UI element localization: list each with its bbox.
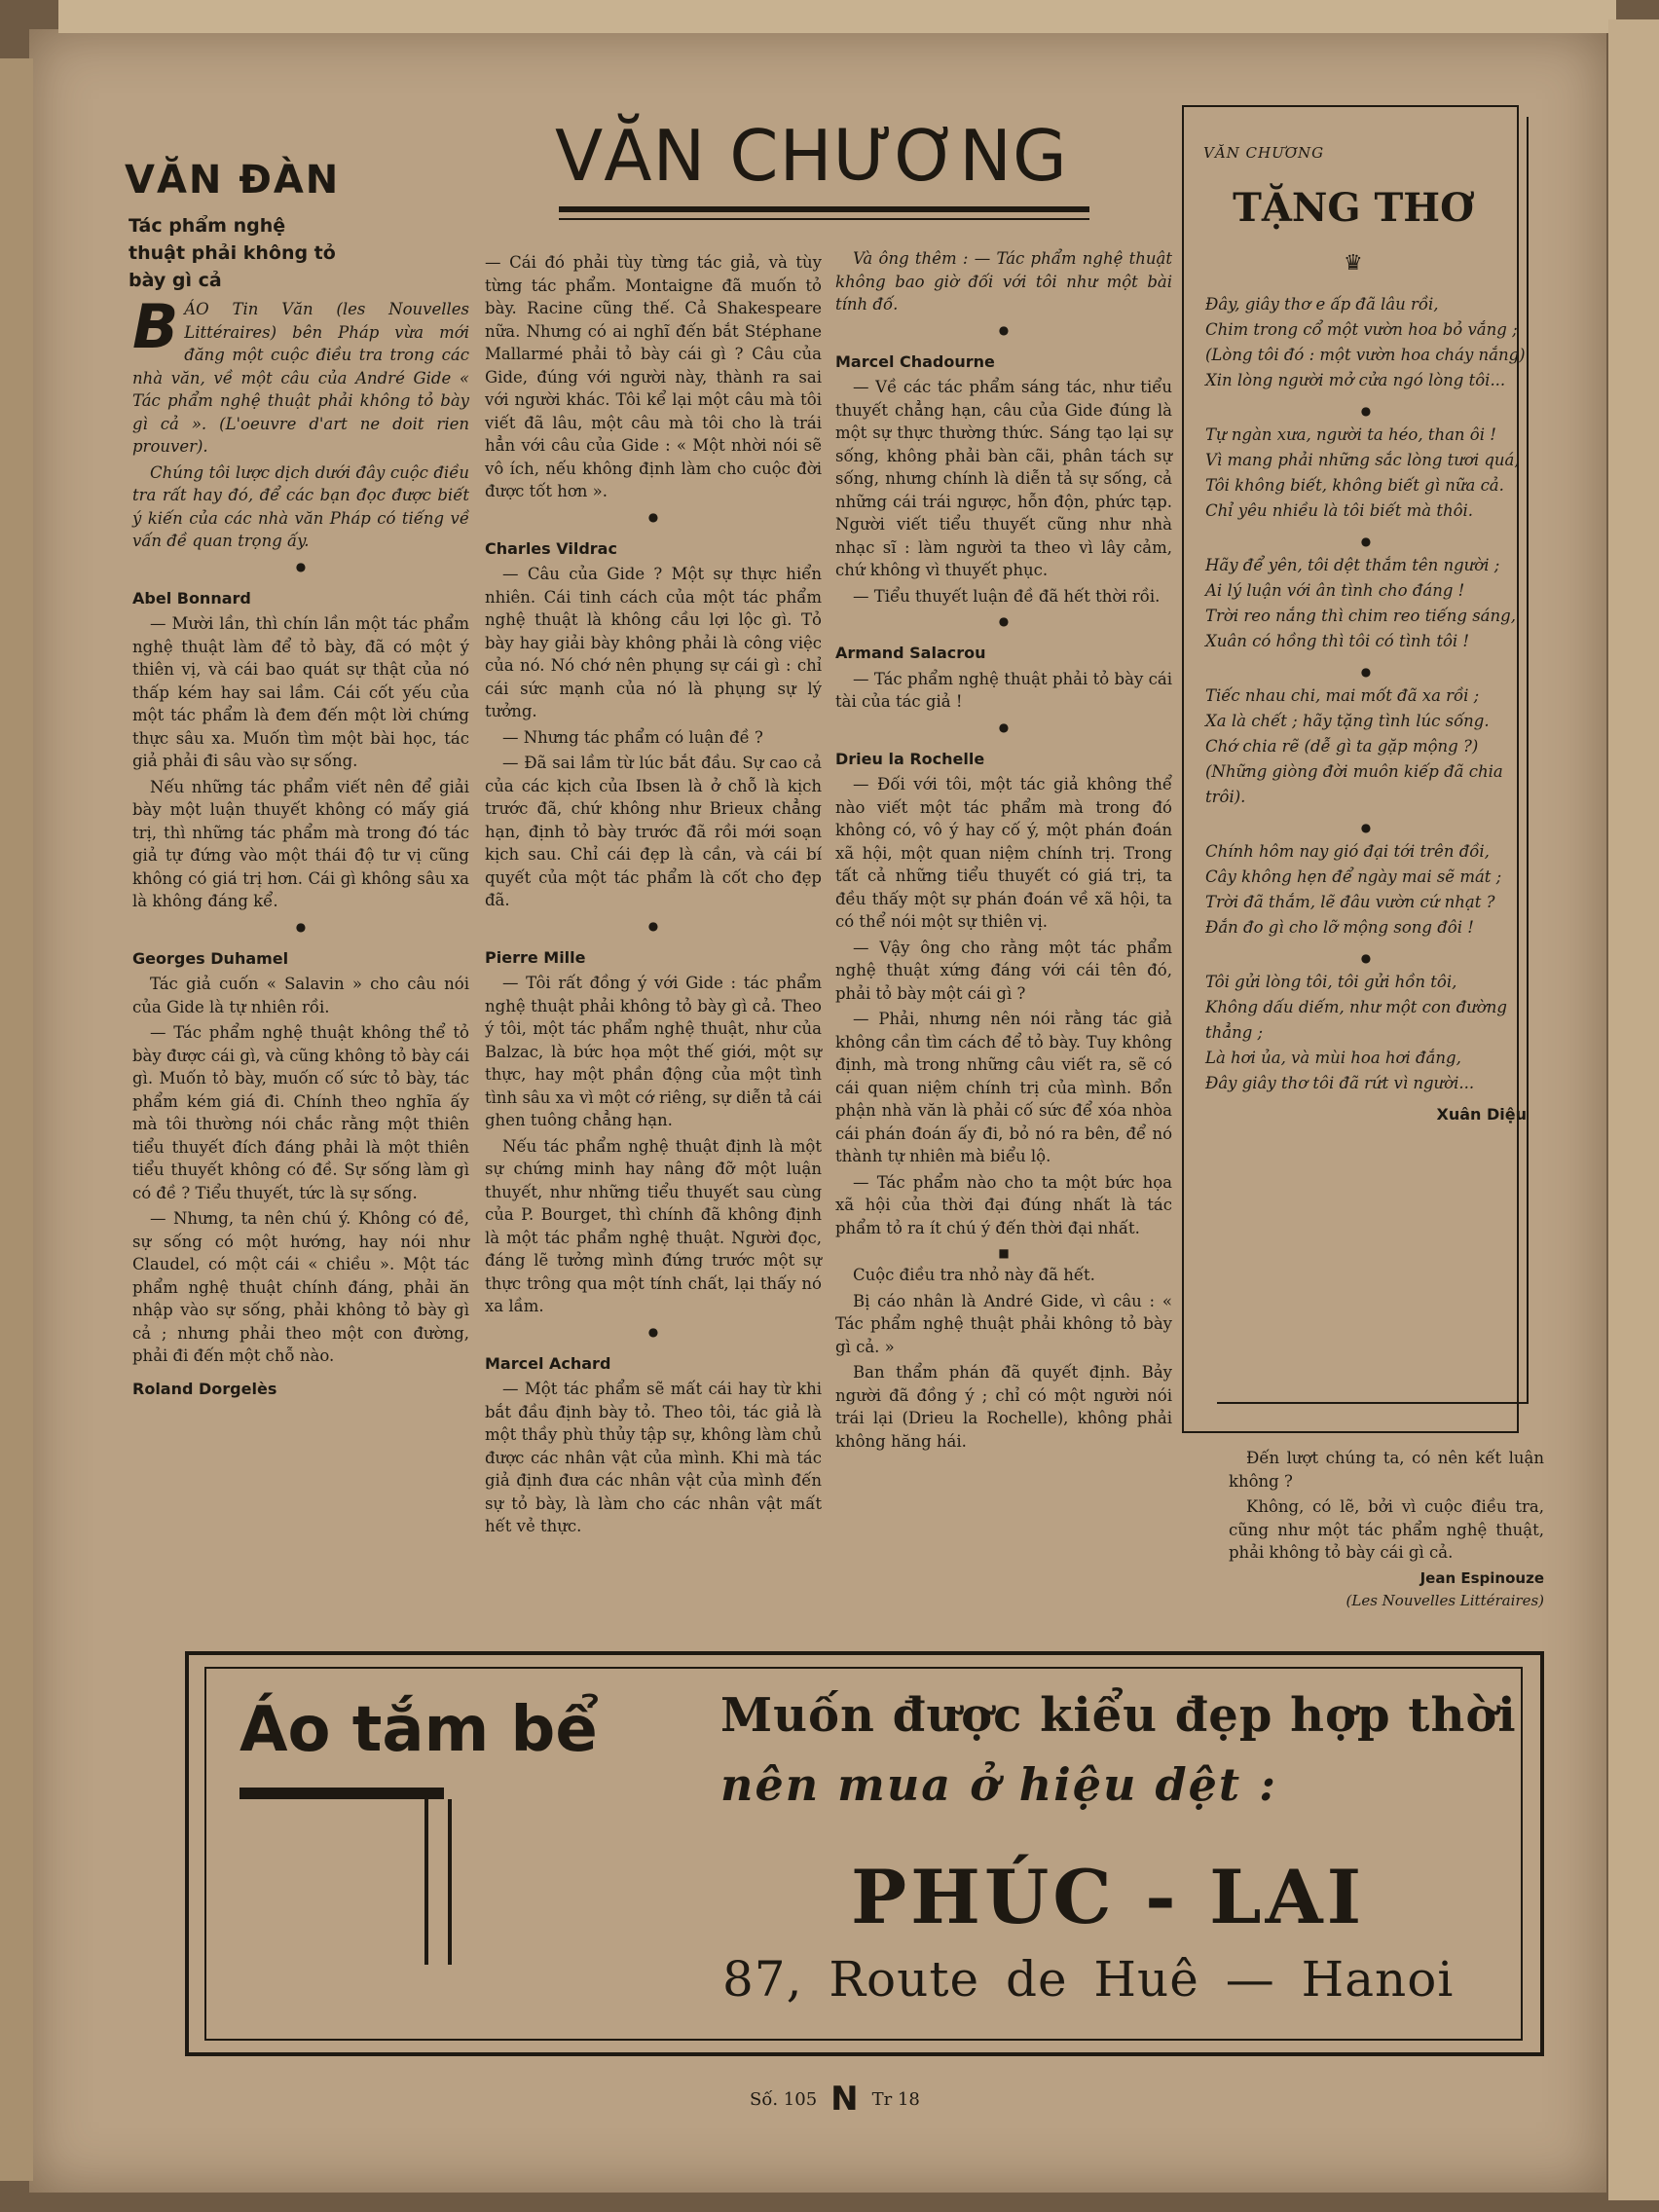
author-name: Drieu la Rochelle (835, 749, 985, 768)
separator-dot: ● (647, 918, 659, 933)
ad-address: 87, Route de Huê — Hanoi (722, 1951, 1455, 2008)
article-paragraph: — Phải, nhưng nên nói rằng tác giả không cần tìm cách để tỏ bày. Tuy không định, mà trong những câu viết ra, sẽ có cái quan niệm chính trị của mình. Bổn phận nhà văn là phải cố sức để xóa nhòa cái phán đoán ấy đi, bỏ nó ra bên, để nó thành tự nhiên mà biểu lộ. (835, 1010, 1172, 1165)
poem-line: Không dấu diếm, như một con đường thẳng ; (1205, 998, 1507, 1042)
article-paragraph: Nếu tác phẩm nghệ thuật định là một sự chứng minh hay nâng đỡ một luận thuyết, như những tiểu thuyết sau cùng của P. Bourget, thì chính đã không định là một tác phẩm nghệ thuật. Người đọc, đáng lẽ tưởng mình đứng trước một sự thực trông qua một tính chất, lại thấy nó xa lầm. (485, 1136, 822, 1315)
source-credit: (Les Nouvelles Littéraires) (1346, 1592, 1544, 1609)
author-name: Pierre Mille (485, 947, 586, 967)
issue-number: Số. 105 (750, 2088, 818, 2110)
poem-line: (Lòng tôi đó : một vườn hoa cháy nắng) (1205, 346, 1526, 364)
separator-dot: ● (998, 614, 1010, 628)
poem-stanza (1205, 839, 1527, 940)
separator-square: ■ (998, 1246, 1010, 1260)
page-edge-left (0, 58, 33, 2181)
drop-cap: B (132, 291, 179, 362)
article-paragraph: — Câu của Gide ? Một sự thực hiển nhiên. Cái tinh cách của một tác phẩm nghệ thuật là không cầu lợi lộc gì. Tỏ bày hay giải bày không phải là công việc của nó. Nó chớ nên phụng sự cái gì : chỉ cái sức mạnh của nó là phụng sự lý tưởng. (485, 565, 822, 720)
article-paragraph: — Về các tác phẩm sáng tác, như tiểu thuyết chẳng hạn, câu của Gide đúng là một sự thực thường thức. Sáng tạo lại sự sống, không phải bàn cãi, phân tách sự sống, nhưng chính là diễn tả sự sống, cả những cái trái ngược, hỗn độn, phức tạp. Người viết tiểu thuyết cũng như nhà nhạc sĩ : làm người ta theo vì lây cảm, chứ không vì thuyết phục. (835, 378, 1172, 579)
ad-tagline: Muốn được kiểu đẹp hợp thời (720, 1688, 1517, 1743)
title-underline-thin (559, 218, 1089, 220)
poem-line: Vì mang phải những sắc lòng tươi quá, (1205, 451, 1520, 469)
separator-dot: ● (295, 559, 307, 573)
article-paragraph: — Tác phẩm nào cho ta một bức họa xã hội của thời đại đúng nhất là tác phẩm tỏ ra ít chú ý đến thời đại nhất. (835, 1172, 1172, 1237)
closing-paragraph: Cuộc điều tra nhỏ này đã hết. (853, 1266, 1095, 1284)
author-name: Charles Vildrac (485, 538, 617, 558)
poem-stanza (1205, 423, 1527, 524)
poem-line: Trời đã thắm, lẽ đâu vườn cứ nhạt ? (1205, 893, 1495, 911)
title-underline (559, 206, 1089, 212)
separator-dot: ● (1360, 821, 1372, 834)
poem-line: Chim trong cổ một vườn hoa bỏ vắng ; (1205, 320, 1518, 339)
author-name: Roland Dorgelès (132, 1379, 277, 1398)
column-2 (485, 251, 822, 1541)
section-title: VĂN ĐÀN (125, 158, 341, 203)
separator-dot: ● (295, 919, 307, 934)
page-edge-right (1608, 19, 1659, 2200)
poet-name: Xuân Diệu (1436, 1105, 1527, 1124)
article-paragraph: — Tiểu thuyết luận đề đã hết thời rồi. (853, 586, 1161, 606)
poem-line: Tôi không biết, không biết gì nữa cả. (1205, 476, 1504, 495)
page-footer (750, 2080, 920, 2119)
poem-line: Đây giây thơ tôi đã rứt vì người... (1205, 1074, 1475, 1092)
poem-line: Đây, giây thơ e ấp đã lâu rồi, (1205, 295, 1439, 313)
column-3 (835, 247, 1172, 1456)
article-paragraph: — Một tác phẩm sẽ mất cái hay từ khi bắt đầu định bày tỏ. Theo tôi, tác giả là một thầy phù thủy tập sự, không làm chủ được các nhân vật của mình. Khi mà tác giả định đưa các nhân vật của mình đến sự tỏ bày, là làm cho các nhân vật mất hết vẻ thực. (485, 1380, 822, 1535)
poem-title: TẶNG THƠ (1233, 185, 1474, 231)
ad-t-stem-graphic (424, 1799, 452, 1965)
separator-dot: ● (1360, 404, 1372, 418)
separator-dot: ● (647, 509, 659, 524)
publication-logo: N (830, 2080, 859, 2119)
conclusion-paragraph: Đến lượt chúng ta, có nên kết luận không ? (1229, 1449, 1544, 1491)
poem-line: Tôi gửi lòng tôi, tôi gửi hồn tôi, (1205, 973, 1457, 991)
author-name: Abel Bonnard (132, 588, 251, 608)
separator-dot: ● (998, 322, 1010, 337)
poem-section-kicker: VĂN CHƯƠNG (1203, 144, 1325, 162)
ad-shop-name: PHÚC - LAI (851, 1854, 1366, 1940)
poem-line: Trời reo nắng thì chim reo tiếng sáng, (1205, 607, 1516, 625)
article-subtitle: Tác phẩm nghệ thuật phải không tỏ bày gì cả (129, 215, 336, 291)
poem-line: Đắn đo gì cho lỡ mộng song đôi ! (1205, 918, 1474, 937)
poem-line: Là hơi ủa, và mùi hoa hơi đắng, (1205, 1049, 1461, 1067)
article-paragraph: — Cái đó phải tùy từng tác giả, và tùy từng tác phẩm. Montaigne đã muốn tỏ bày. Racine cũng thế. Cả Shakespeare nữa. Nhưng có ai nghĩ đến bắt Stéphane Mallarmé phải tỏ bày cái gì ? Câu của Gide, đúng với người này, thành ra sai với người khác. Tôi kể lại một câu mà tôi viết đã lâu, một câu mà tôi cho là trái hẳn với câu của Gide : « Một nhời nói sẽ vô ích, nếu không định làm cho cuộc đời được tốt hơn ». (485, 253, 822, 500)
separator-dot: ● (1360, 951, 1372, 965)
poem-line: Ai lý luận với ân tình cho đáng ! (1205, 581, 1465, 600)
article-paragraph: — Đối với tôi, một tác giả không thể nào viết một tác phẩm mà trong đó không có, vô ý hay cố ý, một phán đoán xã hội, một quan niệm chính trị. Trong tất cả những tiểu thuyết có giá trị, ta đều thấy một sự phán đoán về xã hội, ta có thể nói một sự thiên vị. (835, 775, 1172, 931)
article-paragraph: — Tác phẩm nghệ thuật phải tỏ bày cái tài của tác giả ! (835, 669, 1172, 711)
article-paragraph: Nếu những tác phẩm viết nên để giải bày một luận thuyết không có mấy giá trị, thì những tác phẩm mà trong đó tác giả tự đứng vào một thái độ tư vị cũng không có giá trị hơn. Cái gì không sâu xa là không đáng kể. (132, 777, 469, 910)
separator-dot: ● (1360, 535, 1372, 548)
article-paragraph: — Vậy ông cho rằng một tác phẩm nghệ thuật xứng đáng với cái tên đó, phải tỏ bày một cái gì ? (835, 938, 1172, 1003)
poem-line: Xa là chết ; hãy tặng tình lúc sống. (1205, 712, 1490, 730)
intro-paragraph-2: Chúng tôi lược dịch dưới đây cuộc điều tra rất hay đó, để các bạn đọc được biết ý kiến của các nhà văn Pháp có tiếng về vấn đề quan trọng ấy. (132, 462, 469, 550)
article-paragraph: Và ông thêm : — Tác phẩm nghệ thuật không bao giờ đối với tôi như một bài tính đố. (835, 249, 1172, 313)
conclusion (1229, 1447, 1544, 1613)
article-paragraph: — Nhưng, ta nên chú ý. Không có đề, sự sống có một hướng, hay nói như Claudel, có một cái « chiều ». Một tác phẩm nghệ thuật chính đáng, phải ăn nhập vào sự sống, phải không tỏ bày gì cả ; nhưng phải theo một con đường, phải đi đến một chỗ nào. (132, 1209, 469, 1365)
article-paragraph: — Tôi rất đồng ý với Gide : tác phẩm nghệ thuật phải không tỏ bày gì cả. Theo ý tôi, một tác phẩm nghệ thuật, như của Balzac, là bức họa một thế giới, một sự thực, hay một phần động của một tình tình sâu xa vì một cớ riêng, sự diễn tả cái ghen tuông chẳng hạn. (485, 974, 822, 1129)
closing-paragraph: Bị cáo nhân là André Gide, vì câu : « Tác phẩm nghệ thuật phải không tỏ bày gì cả. » (835, 1291, 1172, 1356)
poem-line: Hãy để yên, tôi dệt thắm tên người ; (1205, 556, 1500, 574)
poem-line: Chính hôm nay gió đại tới trên đồi, (1205, 842, 1490, 861)
poem-line: Cây không hẹn để ngày mai sẽ mát ; (1205, 867, 1502, 886)
separator-dot: ● (647, 1324, 659, 1339)
poem-stanza (1205, 292, 1527, 393)
poem-line: Chỉ yêu nhiều là tôi biết mà thôi. (1205, 501, 1474, 520)
poem-line: Xin lòng người mở cửa ngó lòng tôi... (1205, 371, 1506, 389)
column-1 (132, 291, 469, 1403)
poem-line: Chớ chia rẽ (dễ gì ta gặp mộng ?) (1205, 737, 1479, 756)
closing-paragraph: Ban thẩm phán đã quyết định. Bảy người đã đồng ý ; chỉ có một người nói trái lại (Drieu la Rochelle), không phải không hăng hái. (835, 1363, 1172, 1451)
ad-t-bar-graphic (240, 1788, 444, 1799)
conclusion-paragraph: Không, có lẽ, bởi vì cuộc điều tra, cũng như một tác phẩm nghệ thuật, phải không tỏ bày cái gì cả. (1229, 1497, 1544, 1562)
page-title: VĂN CHƯƠNG (555, 115, 1068, 197)
poem-line: Xuân có hồng thì tôi có tình tôi ! (1205, 632, 1470, 650)
author-name: Georges Duhamel (132, 948, 289, 968)
article-paragraph: Tác giả cuốn « Salavin » cho câu nói của Gide là tự nhiên rồi. (132, 975, 469, 1016)
poem-line: Tiếc nhau chi, mai mốt đã xa rồi ; (1205, 686, 1480, 705)
article-paragraph: — Đã sai lầm từ lúc bắt đầu. Sự cao cả của các kịch của Ibsen là ở chỗ là kịch trước đã, chứ không như Brieux chẳng hạn, định tỏ bày trước đã rồi mới soạn kịch sau. Chỉ cái đẹp là cần, và cái bí quyết của một tác phẩm là cốt cho đẹp đã. (485, 754, 822, 909)
article-paragraph: — Tác phẩm nghệ thuật không thể tỏ bày được cái gì, và cũng không tỏ bày cái gì. Muốn tỏ bày, muốn cố sức tỏ bày, tác phẩm kém giá đi. Chính theo nghĩa ấy mà tôi thường nói chắc rằng một thiên tiểu thuyết đích đáng phải là một thiên tiểu thuyết không có đề. Sự sống làm gì có đề ? Tiểu thuyết, tức là sự sống. (132, 1023, 469, 1202)
page-number: Tr 18 (871, 2088, 920, 2110)
ad-tagline-2: nên mua ở hiệu dệt : (720, 1758, 1278, 1811)
separator-dot: ● (1360, 665, 1372, 679)
article-paragraph: — Mười lần, thì chín lần một tác phẩm nghệ thuật làm để tỏ bày, đã có một ý thiên vị, và cái bao quát sự thật của nó thấp kém hay sai lầm. Cái cốt yếu của một tác phẩm là đem đến một lời chứng thực sâu xa. Muốn tìm một bài học, tác giả phải đi sâu vào sự sống. (132, 614, 469, 770)
poem-stanza (1205, 683, 1527, 810)
poem-stanza (1205, 970, 1527, 1096)
intro-paragraph-1: BÁO Tin Văn (les Nouvelles Littéraires) bên Pháp vừa mới đăng một cuộc điều tra trong các nhà văn, về một câu của André Gide « Tác phẩm nghệ thuật phải không tỏ bày gì cả ». (L'oeuvre d'art ne doit rien prouver). (132, 291, 469, 456)
poem-stanza (1205, 553, 1527, 654)
author-name: Marcel Achard (485, 1353, 611, 1373)
author-name: Marcel Chadourne (835, 351, 995, 371)
poem-line: Tự ngàn xưa, người ta héo, than ôi ! (1205, 425, 1496, 444)
page-edge-top (58, 0, 1616, 33)
article-paragraph: — Nhưng tác phẩm có luận đề ? (502, 727, 763, 747)
ornament-icon: ♛ (1344, 251, 1363, 276)
separator-dot: ● (998, 719, 1010, 734)
author-signature: Jean Espinouze (1419, 1568, 1544, 1587)
author-name: Armand Salacrou (835, 644, 986, 662)
ad-headline: Áo tắm bể (240, 1694, 598, 1766)
poem-body (1205, 292, 1527, 1127)
poem-line: (Những giòng đời muôn kiếp đã chia trôi). (1205, 762, 1503, 806)
